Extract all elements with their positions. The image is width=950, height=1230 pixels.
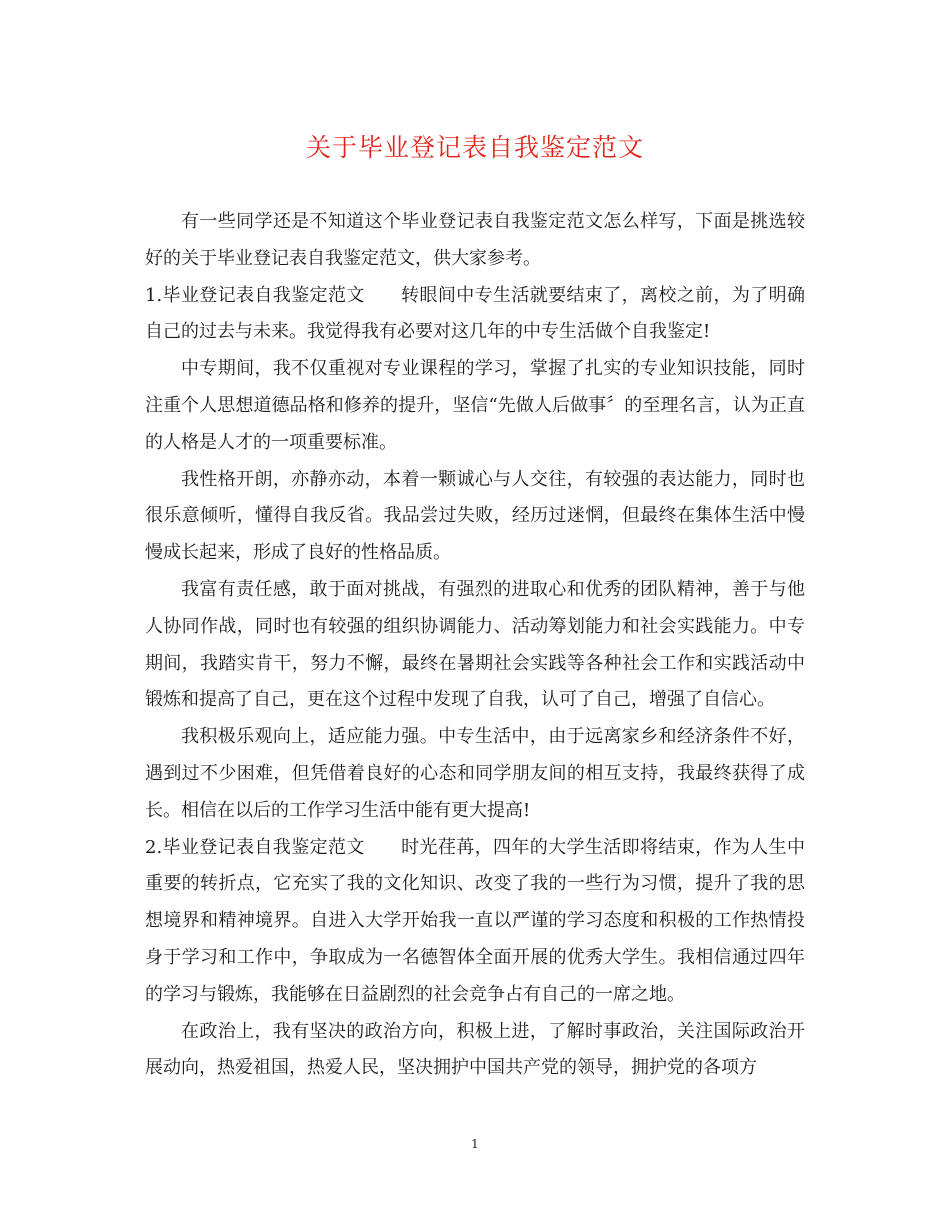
section-1-heading: 1.毕业登记表自我鉴定范文 xyxy=(145,284,365,306)
politics-paragraph: 在政治上，我有坚决的政治方向，积极上进，了解时事政治，关注国际政治开展动向，热爱祖国，热爱人民，坚决拥护中国共产党的领导，拥护党的各项方 xyxy=(145,1020,805,1079)
document-title: 关于毕业登记表自我鉴定范文 xyxy=(305,133,644,162)
section-2-text: 时光荏苒，四年的大学生活即将结束，作为人生中重要的转折点，它充实了我的文化知识、改变了我的一些行为习惯，提升了我的思想境界和精神境界。自进入大学开始我一直以严谨的学习态度和积极的工作热情投身于学习和工作中，争取成为一名德智体全面开展的优秀大学生。我相信通过四年的学习与锻炼，我能够在日益剧烈的社会竞争占有自己的一席之地。 xyxy=(145,836,805,1005)
document-body xyxy=(145,204,805,1087)
attitude-paragraph: 我积极乐观向上，适应能力强。中专生活中，由于远离家乡和经济条件不好，遇到过不少困难，但凭借着良好的心态和同学朋友间的相互支持，我最终获得了成长。相信在以后的工作学习生活中能有更大提高! xyxy=(145,726,805,821)
section-1-paragraph xyxy=(145,278,805,352)
section-2-paragraph xyxy=(145,830,805,1014)
section-2-heading: 2.毕业登记表自我鉴定范文 xyxy=(145,836,365,858)
personality-paragraph: 我性格开朗，亦静亦动，本着一颗诚心与人交往，有较强的表达能力，同时也很乐意倾听，懂得自我反省。我品尝过失败，经历过迷惘，但最终在集体生活中慢慢成长起来，形成了良好的性格品质。 xyxy=(145,468,805,564)
study-paragraph: 中专期间，我不仅重视对专业课程的学习，掌握了扎实的专业知识技能，同时注重个人思想道德品格和修养的提升，坚信“先做人后做事〞的至理名言，认为正直的人格是人才的一项重要标准。 xyxy=(145,358,805,453)
page-number: 1 xyxy=(471,1137,479,1151)
section-1-text: 转眼间中专生活就要结束了，离校之前，为了明确自己的过去与未来。我觉得我有必要对这几年的中专生活做个自我鉴定! xyxy=(145,284,805,343)
intro-paragraph: 有一些同学还是不知道这个毕业登记表自我鉴定范文怎么样写，下面是挑选较好的关于毕业登记表自我鉴定范文，供大家参考。 xyxy=(145,211,805,269)
responsibility-paragraph: 我富有责任感，敢于面对挑战，有强烈的进取心和优秀的团队精神，善于与他人协同作战，同时也有较强的组织协调能力、活动筹划能力和社会实践能力。中专期间，我踏实肯干，努力不懈，最终在暑期社会实践等各种社会工作和实践活动中锻炼和提高了自己，更在这个过程中发现了自我，认可了自己，增强了自信心。 xyxy=(145,578,805,711)
